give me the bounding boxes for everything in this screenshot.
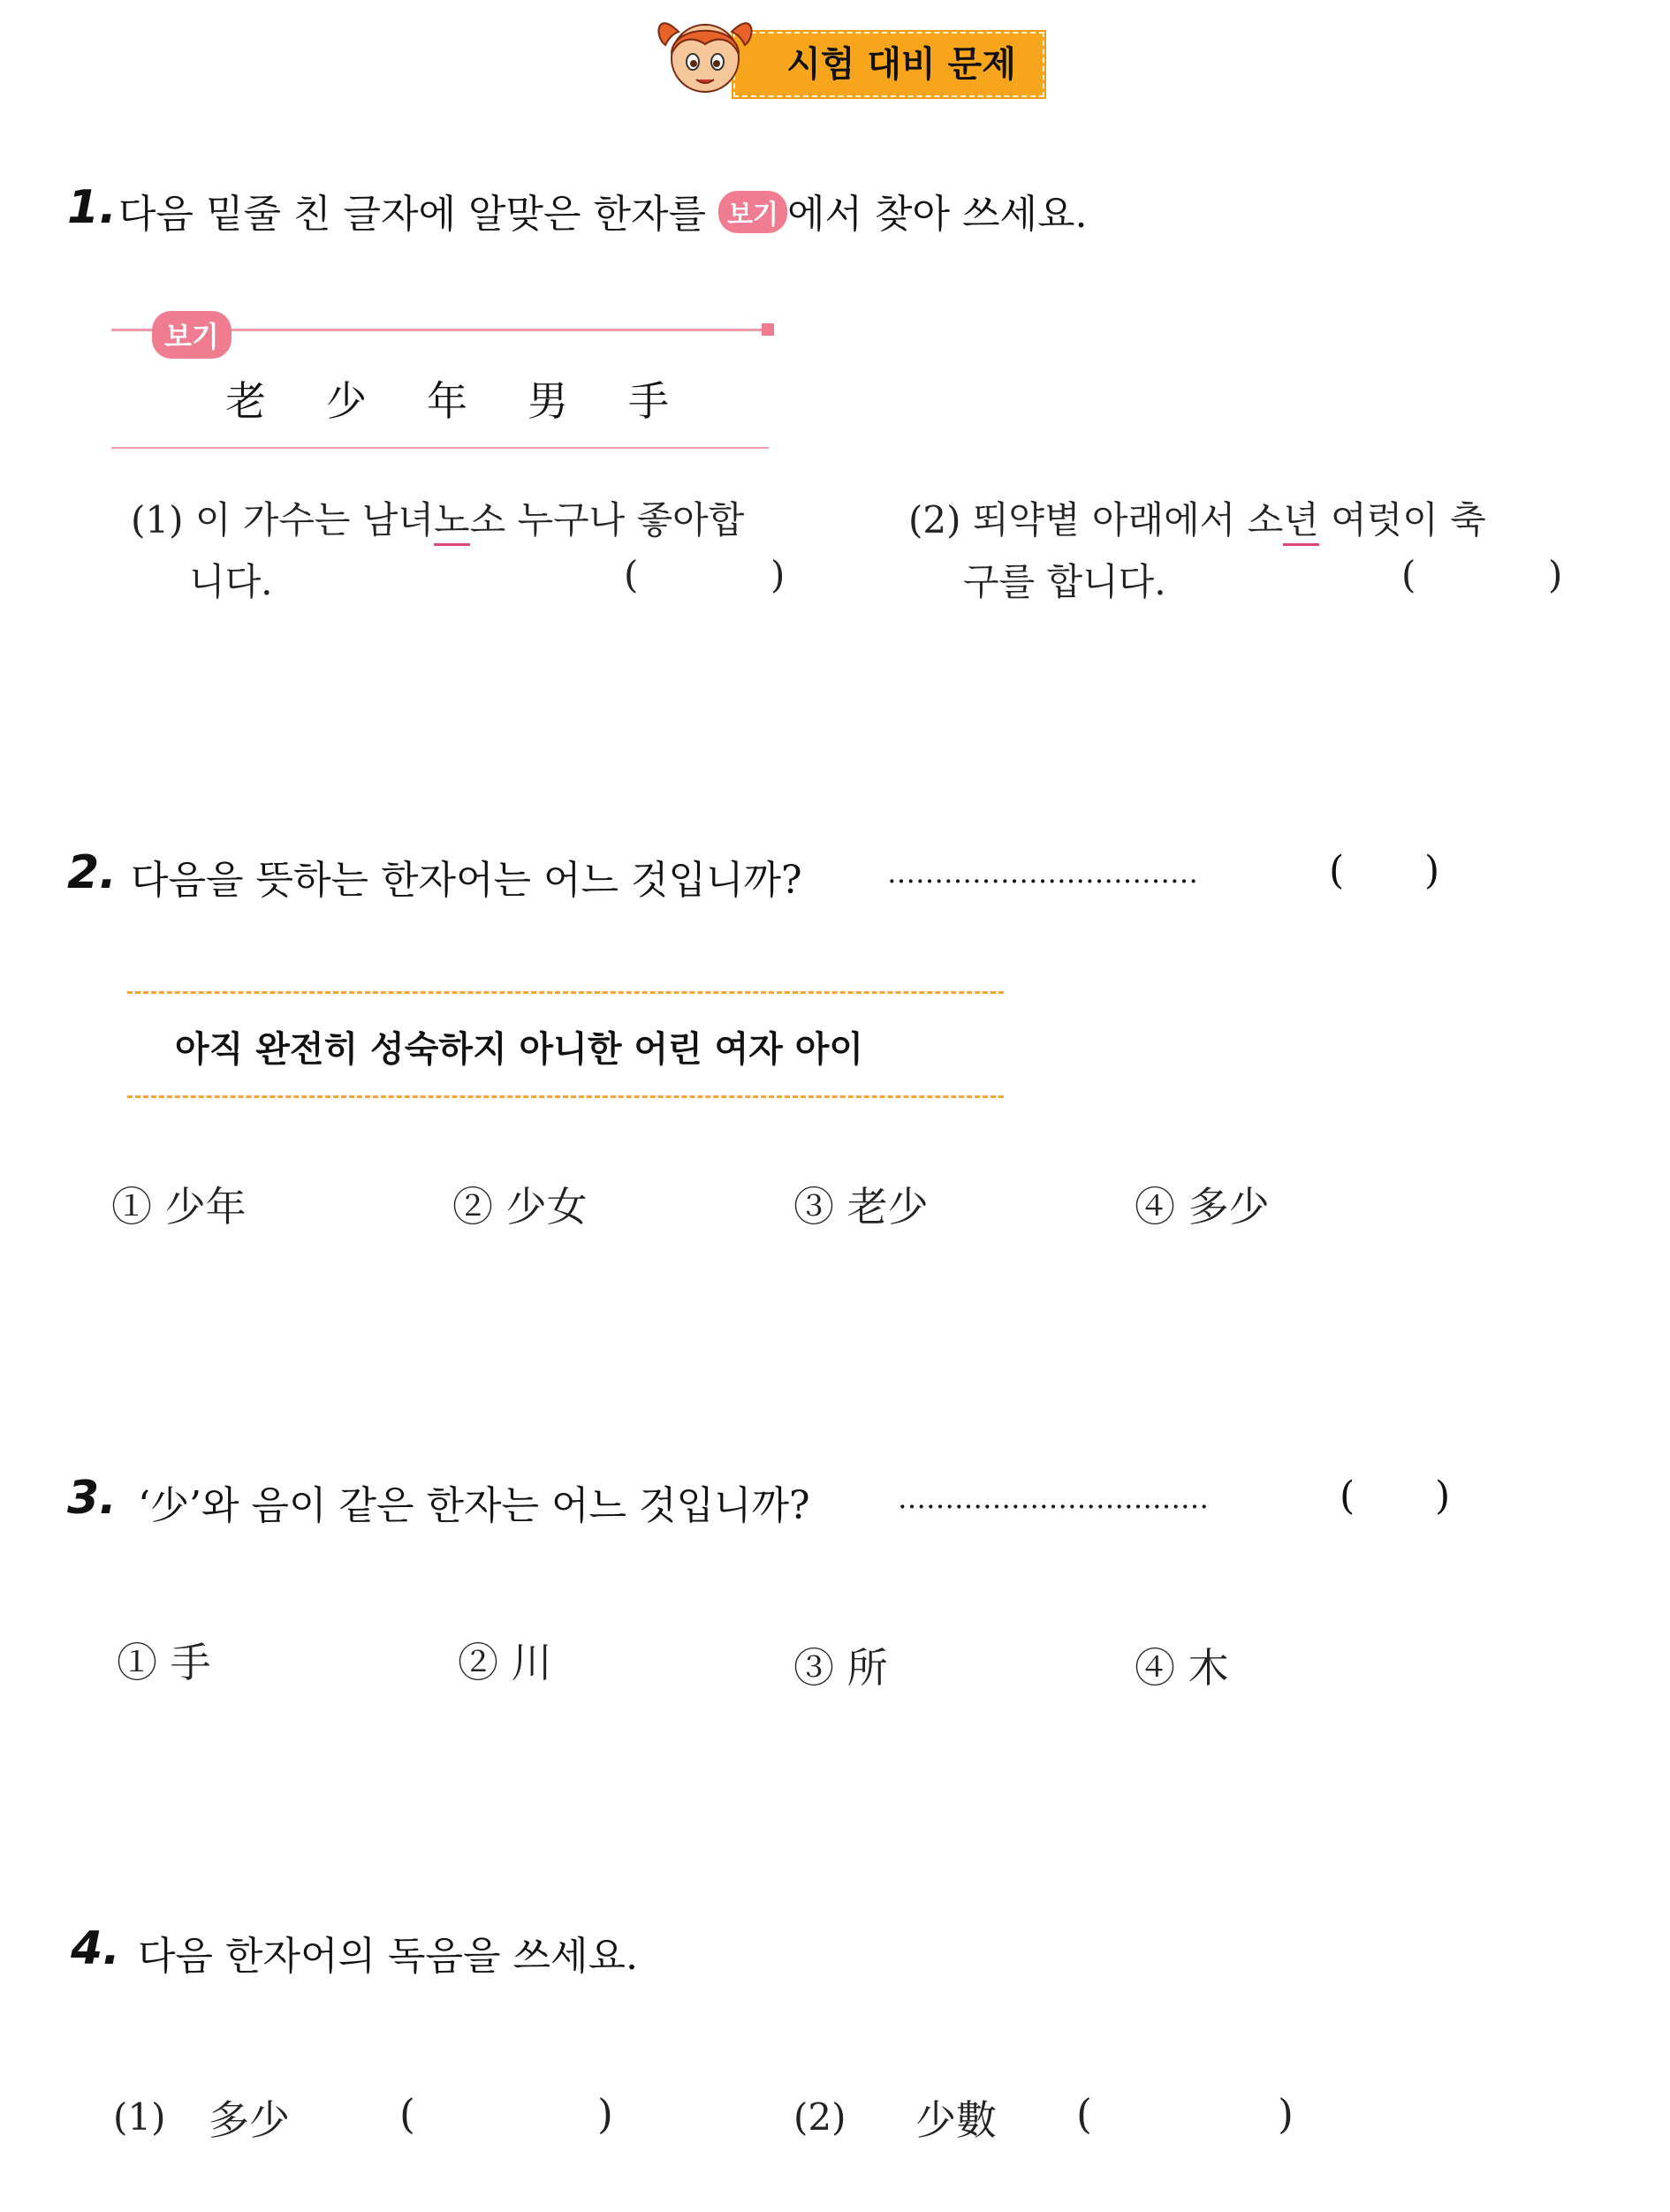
q1-item-2-underlined: 년 [1283, 498, 1319, 546]
choice-mark: ② [458, 1639, 498, 1686]
q2-choice-1[interactable] [111, 1175, 247, 1233]
choice-hanja: 老少 [846, 1183, 929, 1231]
choice-hanja: 所 [846, 1644, 888, 1692]
q1-item-1-text-end: 소 누구나 좋아합 [469, 498, 745, 542]
q3-choice-1[interactable] [117, 1631, 211, 1689]
q4-item-2-paren-open: ( [1076, 2090, 1092, 2138]
q2-choice-4[interactable] [1135, 1175, 1270, 1233]
choice-hanja: 少女 [505, 1183, 588, 1231]
choice-mark: ④ [1135, 1183, 1175, 1231]
q1-item-2-line2: 구를 합니다. [963, 560, 1166, 603]
q4-item-2-hanja: 少數 [915, 2096, 997, 2144]
q2-prompt: 다음을 뜻하는 한자어는 어느 것입니까? [131, 858, 802, 903]
q1-item-2-paren-open: ( [1401, 553, 1416, 596]
q1-item-1-underlined: 노 [434, 498, 470, 546]
choice-hanja: 川 [511, 1639, 552, 1686]
q1-item-1-text: 이 가수는 남녀 [194, 498, 434, 542]
q4-item-1-hanja: 多少 [209, 2096, 290, 2144]
q4-number: 4. [71, 1922, 120, 1975]
q1-item-1-answer-blank[interactable] [645, 555, 765, 597]
q1-prompt [118, 182, 1087, 239]
choice-hanja: 木 [1188, 1644, 1229, 1692]
q2-paren-open: ( [1329, 848, 1345, 893]
q1-number: 1. [67, 181, 117, 234]
q2-dot-leader: …………………………… [887, 856, 1198, 890]
choice-mark: ④ [1135, 1644, 1175, 1692]
choice-mark: ② [452, 1183, 493, 1231]
q4-prompt: 다음 한자어의 독음을 쓰세요. [138, 1934, 638, 1979]
bogi-box-tag: 보기 [152, 311, 232, 359]
q3-choice-2[interactable] [458, 1631, 552, 1689]
bogi-box-square-icon [762, 323, 774, 336]
q3-dot-leader: …………………………… [898, 1481, 1209, 1515]
q1-item-2-line1 [908, 491, 1486, 544]
q1-item-2-paren-close: ) [1548, 553, 1563, 596]
q4-item-1-paren-close: ) [597, 2090, 613, 2138]
bogi-hanja: 年 [427, 377, 469, 425]
choice-mark: ① [117, 1639, 157, 1686]
choice-mark: ① [111, 1183, 152, 1231]
choice-mark: ③ [793, 1644, 834, 1692]
q2-number: 2. [67, 846, 117, 899]
q3-choice-4[interactable] [1135, 1636, 1229, 1694]
q3-paren-close: ) [1435, 1473, 1451, 1519]
bogi-hanja-list [225, 369, 671, 428]
q1-item-2-answer-blank[interactable] [1423, 555, 1543, 597]
q2-meaning: 아직 완전히 성숙하지 아니한 어린 여자 아이 [175, 1029, 864, 1070]
q1-item-1-label: (1) [131, 498, 184, 542]
q1-bogi-tag: 보기 [718, 191, 787, 233]
choice-hanja: 多少 [1188, 1183, 1270, 1231]
choice-mark: ③ [793, 1183, 834, 1231]
q1-item-1-line2: 니다. [189, 560, 273, 603]
q1-text-after: 에서 찾아 쓰세요. [786, 192, 1088, 237]
bogi-hanja: 手 [628, 377, 671, 425]
q4-item-2-answer-blank[interactable] [1101, 2094, 1271, 2140]
q2-answer-blank[interactable] [1352, 850, 1419, 894]
choice-hanja: 手 [170, 1639, 211, 1686]
q1-text-before: 다음 밑줄 친 글자에 알맞은 한자를 [118, 192, 706, 237]
q2-paren-close: ) [1424, 848, 1440, 893]
choice-hanja: 少年 [164, 1183, 247, 1231]
q1-item-2-label: (2) [908, 498, 961, 542]
q4-item-1-label: (1) [113, 2095, 166, 2139]
bogi-hanja: 少 [326, 377, 368, 425]
q1-item-2-text-end: 여럿이 축 [1318, 498, 1486, 542]
q1-item-1-line1 [131, 491, 744, 544]
q3-number: 3. [67, 1472, 117, 1525]
bogi-box-bottom-line [111, 447, 769, 449]
bogi-hanja: 老 [225, 377, 268, 425]
q3-choice-3[interactable] [793, 1636, 888, 1694]
q2-meaning-top-rule [127, 991, 1004, 994]
q3-answer-blank[interactable] [1363, 1475, 1430, 1519]
q2-choice-3[interactable] [793, 1175, 929, 1233]
girl-mascot-icon [652, 5, 758, 102]
q4-item-2-label: (2) [793, 2095, 846, 2139]
q4-item-1-paren-open: ( [399, 2090, 415, 2138]
q3-prompt: ‘少’와 음이 같은 한자는 어느 것입니까? [138, 1483, 810, 1528]
bogi-hanja: 男 [528, 377, 570, 425]
q1-item-2-text: 뙤약볕 아래에서 소 [972, 498, 1284, 542]
q4-item-1-answer-blank[interactable] [424, 2094, 592, 2140]
header-badge-label: 시험 대비 문제 [786, 44, 1016, 85]
q2-meaning-bottom-rule [127, 1095, 1004, 1098]
q3-paren-open: ( [1340, 1473, 1355, 1519]
q1-item-1-paren-open: ( [624, 553, 639, 596]
q4-item-2-paren-close: ) [1278, 2090, 1294, 2138]
q1-item-1-paren-close: ) [770, 553, 786, 596]
q2-choice-2[interactable] [452, 1175, 588, 1233]
